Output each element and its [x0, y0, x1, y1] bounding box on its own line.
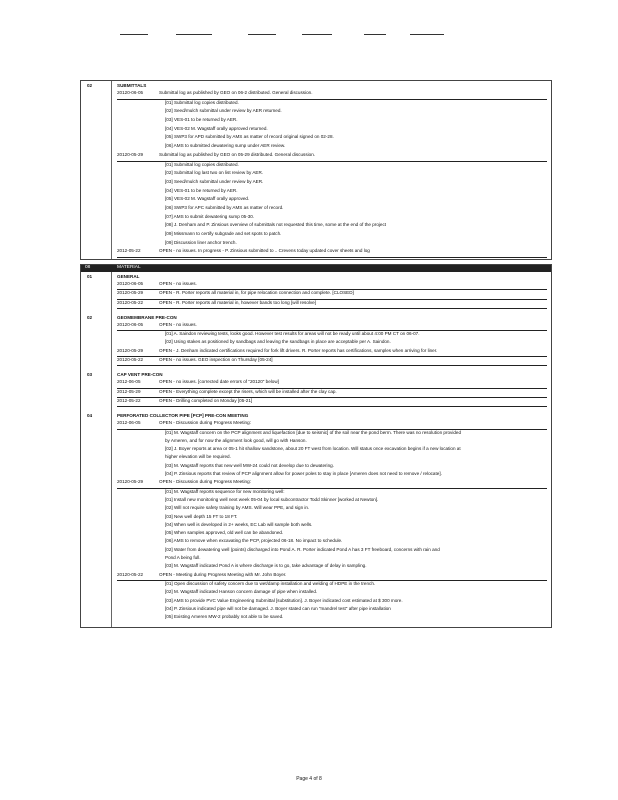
entry-text: [09] Missmann to certify subgrade and set spots to patch.: [165, 231, 282, 236]
section-number: 02: [87, 83, 93, 88]
list-item: [117, 606, 547, 614]
list-item: [117, 90, 547, 100]
entry-text: [05] Existing Ameren MW-2 probably not able to be saved.: [165, 614, 284, 620]
entry-date: 20120-05-29: [117, 479, 144, 485]
material-group: [81, 315, 551, 366]
entry-date: 20120-05-22: [117, 571, 144, 577]
entry-text: OPEN - Discussion during Progress Meeting:: [159, 420, 251, 426]
list-item: [117, 471, 547, 479]
list-item: [117, 290, 547, 299]
list-item: [117, 205, 547, 214]
material-group: [81, 413, 551, 622]
list-item: [117, 454, 547, 462]
entry-text: [02] Will not require safety training by AMS. Will wear PPE, and sign in.: [165, 505, 310, 511]
entry-text: [07] AMS to submit dewatering sump 05-30.: [165, 213, 255, 219]
entry-text: [04] P. Zinsious indicated pipe will not be damaged. J. Boyer stated can run "mandrel test" after pipe installation: [165, 605, 391, 611]
list-item: [117, 463, 547, 471]
entry-date: 20120-05-22: [117, 357, 144, 363]
entry-text: [03] AMS to provide PVC Value Engineering Submittal [substitution]. J. Boyer indicated cost estimated at $ 300 more.: [165, 597, 403, 603]
list-item: [117, 117, 547, 126]
entry-text: by Ameren, and for now the alignment look good, will go with Hanson.: [165, 437, 307, 443]
list-item: [117, 281, 547, 290]
entry-date: 2012-05-22: [117, 248, 141, 254]
group-number: 02: [87, 314, 93, 320]
entry-text: [01] M. Wagstaff reports sequence for new monitoring well:: [165, 488, 285, 494]
list-item: [117, 162, 547, 171]
entry-text: Submittal log as published by GEO on 05-29 distributed. General discussion.: [159, 151, 316, 157]
list-item: [117, 497, 547, 505]
material-group: [81, 274, 551, 309]
material-group: [81, 372, 551, 407]
list-item: [117, 322, 547, 331]
list-item: [117, 572, 547, 581]
list-item: [117, 530, 547, 538]
group-entries: [117, 281, 547, 309]
list-item: [117, 348, 547, 357]
entry-text: OPEN - Drilling completed on Monday [05-21]: [159, 397, 253, 403]
group-title: CAP VENT PRE-CON: [117, 372, 163, 378]
entry-text: [02] J. Boyer reports at area or 05-1 hit shallow sandstone, about 20 FT west from location. Will status once excavation begins if a new location at: [165, 446, 461, 452]
list-item: [117, 547, 547, 555]
group-number: 03: [87, 372, 93, 378]
list-item: [117, 170, 547, 179]
entry-text: OPEN - no issues.: [159, 281, 197, 286]
entry-text: [09] Discussion liner anchor trench.: [165, 239, 237, 245]
list-item: [117, 438, 547, 446]
group-title: GEOMEMBRANE PRE-CON: [117, 314, 177, 320]
list-item: [117, 222, 547, 231]
list-item: [117, 143, 547, 152]
entry-date: 20120-05-29: [117, 151, 144, 157]
entry-text: [01] Install new monitoring well next week 05-04 by local subcontractor Todd Skinner [worked at Newton].: [165, 496, 379, 502]
list-item: [117, 581, 547, 589]
list-item: [117, 357, 547, 366]
entry-text: OPEN - J. Denham indicated certifications required for fork lift drivers. R. Porter reports has certifications, samples when arriving for liner.: [159, 347, 438, 353]
entry-text: [03] VES-01 to be returned by AER.: [165, 117, 238, 123]
list-item: [117, 108, 547, 117]
entry-text: [02] Water from dewatering well (points) discharged into Pond A. R. Porter indicated Pond A has 3 FT freeboard, concerns with rain and: [165, 546, 440, 552]
list-item: [117, 339, 547, 347]
group-entries: [117, 379, 547, 407]
entry-text: [04] VES-02 M. Wagstaff orally approved returned.: [165, 125, 268, 131]
entry-text: [06] SWP3 for APC submitted by AMS as matter of record.: [165, 204, 284, 210]
submittal-entries: [117, 90, 547, 258]
entry-date: 20120-06-05: [117, 281, 144, 286]
list-item: [117, 598, 547, 606]
list-item: [117, 446, 547, 454]
entry-date: 2012-05-22: [117, 397, 141, 403]
entry-text: [03] New well depth 15 FT to 18 FT.: [165, 513, 238, 519]
list-item: [117, 555, 547, 563]
entry-text: OPEN - no issues.: [159, 321, 197, 327]
entry-text: [02] Submittal log last two on list review by AER.: [165, 170, 264, 176]
entry-text: [05] VES-02 M. Wagstaff orally approved.: [165, 196, 250, 202]
entry-text: OPEN - Everything complete except the risers, which will be installed after the clay cap.: [159, 388, 337, 394]
entry-date: 20120-05-29: [117, 290, 144, 296]
group-number: 01: [87, 274, 93, 279]
entry-date: 20120-06-05: [117, 321, 144, 327]
entry-date: 2012-05-29: [117, 388, 141, 394]
list-item: [117, 389, 547, 398]
group-entries: [117, 322, 547, 366]
entry-date: 2012-06-05: [117, 379, 141, 385]
list-item: [117, 240, 547, 249]
group-title: GENERAL: [117, 274, 140, 279]
entry-text: OPEN - Discussion during Progress Meeting:: [159, 479, 251, 485]
entry-text: [03] M. Wagstaff indicated Pond A is where discharge is to go, take advantage of delay in sampling.: [165, 563, 367, 569]
entry-text: [04] When well is developed in 2+ weeks, EC Lab will sample both wells.: [165, 521, 313, 527]
list-item: [117, 563, 547, 571]
list-item: [117, 420, 547, 429]
list-item: [117, 379, 547, 388]
page-footer: Page 4 of 8: [296, 776, 322, 782]
section-title: MATERIAL: [117, 265, 141, 270]
list-item: [117, 126, 547, 135]
entry-text: OPEN - Meeting during Progress Meeting with Mr. John Boyer.: [159, 571, 287, 577]
entry-text: [08] J. Denham and P. Zinsious overview of submittals not requested this time, some at the end of the project: [165, 222, 387, 228]
list-item: [117, 179, 547, 188]
entry-text: OPEN - no issues. [corrected date errors of "20120" below]: [159, 379, 279, 385]
entry-date: 20120-06-05: [117, 90, 144, 95]
entry-text: [02] Using stakes as positioned by sandbags and leaving the sandbags in place are acceptable per A. Saindon.: [165, 339, 391, 345]
list-item: [117, 589, 547, 597]
list-item: [117, 188, 547, 197]
list-item: [117, 398, 547, 407]
list-item: [117, 614, 547, 622]
entry-date: 2012-06-05: [117, 420, 141, 426]
entry-text: OPEN - no issues. GEO inspection on Thursday [05-24]: [159, 357, 273, 363]
list-item: [117, 100, 547, 109]
list-item: [117, 152, 547, 162]
list-item: [117, 489, 547, 497]
group-number: 04: [87, 413, 93, 419]
group-title: PERFORATED COLLECTOR PIPE [PCP] PRE-CON MEETING: [117, 413, 249, 419]
entry-text: [05] When samples approved, old well can be abandoned.: [165, 530, 284, 536]
entry-text: [01] Submittal log copies distributed.: [165, 99, 239, 105]
entry-text: [06] AMS to remove when excavating the PCP, projected 06-18. No impact to schedule.: [165, 538, 343, 544]
list-item: [117, 196, 547, 205]
entry-text: [01] A. Saindon reviewing tests, looks good. However test results for areas will not be ready until about 4:00 PM CT on 06-07.: [165, 331, 420, 337]
list-item: [117, 231, 547, 240]
section-header-bar: [81, 265, 551, 272]
entry-text: higher elevation will be required.: [165, 454, 231, 460]
list-item: [117, 331, 547, 339]
entry-text: [01] Open discussion of safety concern due to wet/damp installation and welding of HDPE in the trench.: [165, 580, 376, 586]
list-item: [117, 300, 547, 309]
list-item: [117, 514, 547, 522]
entry-text: [03] Seed/mulch submittal under review by AER.: [165, 178, 264, 184]
entry-text: [02] M. Wagstaff indicated Hanson concern damage of pipe when installed.: [165, 589, 318, 595]
list-item: [117, 538, 547, 546]
entry-text: [02] Seed/mulch submittal under review by AER returned.: [165, 108, 282, 114]
entry-text: [03] M. Wagstaff reports that new well MW-24 could not develop due to dewatering.: [165, 462, 334, 468]
submittals-section: [80, 80, 552, 260]
section-number: 08: [85, 265, 91, 270]
entry-text: OPEN - R. Porter reports all material in, for pipe relocation connection and complete. [CLOSED]: [159, 290, 354, 296]
material-groups: [81, 274, 551, 628]
entry-text: [06] AMS to submitted dewatering sump under AER review.: [165, 143, 286, 149]
list-item: [117, 479, 547, 488]
entry-text: [04] P. Zinsious reports that review of PCP alignment allow for power poles to stay in place [Ameren does not need to remove / relocate].: [165, 471, 442, 477]
entry-date: 20120-05-29: [117, 347, 144, 353]
entry-text: [04] VES-01 to be returned by AER.: [165, 187, 238, 193]
entry-text: [05] SWP3 for APD submitted by AMS as matter of record original signed on 02-28.: [165, 134, 334, 140]
entry-text: Submittal log as published by GEO on 06-2 distributed. General discussion.: [159, 90, 313, 95]
entry-text: OPEN - R. Porter reports all material in, however bands too long [will resolve]: [159, 299, 317, 305]
entry-text: [01] Submittal log copies distributed.: [165, 161, 239, 167]
group-entries: [117, 420, 547, 622]
entry-text: [01] M. Wagstaff concern on the PCP alignment and liquefaction [due to seismic] of the soil near the pond berm. There was no resolution provided: [165, 429, 462, 435]
entry-text: Pond A being full.: [165, 555, 201, 561]
entry-text: OPEN - no issues. In progress - P. Zinsious submitted to .. Crevens today updated cover sheets and log: [159, 248, 370, 254]
list-item: [117, 505, 547, 513]
list-item: [117, 430, 547, 438]
list-item: [117, 522, 547, 530]
list-item: [117, 214, 547, 223]
list-item: [117, 248, 547, 258]
section-title: SUBMITTALS: [117, 83, 147, 88]
material-section: [80, 264, 552, 628]
entry-date: 20120-05-22: [117, 299, 144, 305]
list-item: [117, 134, 547, 143]
